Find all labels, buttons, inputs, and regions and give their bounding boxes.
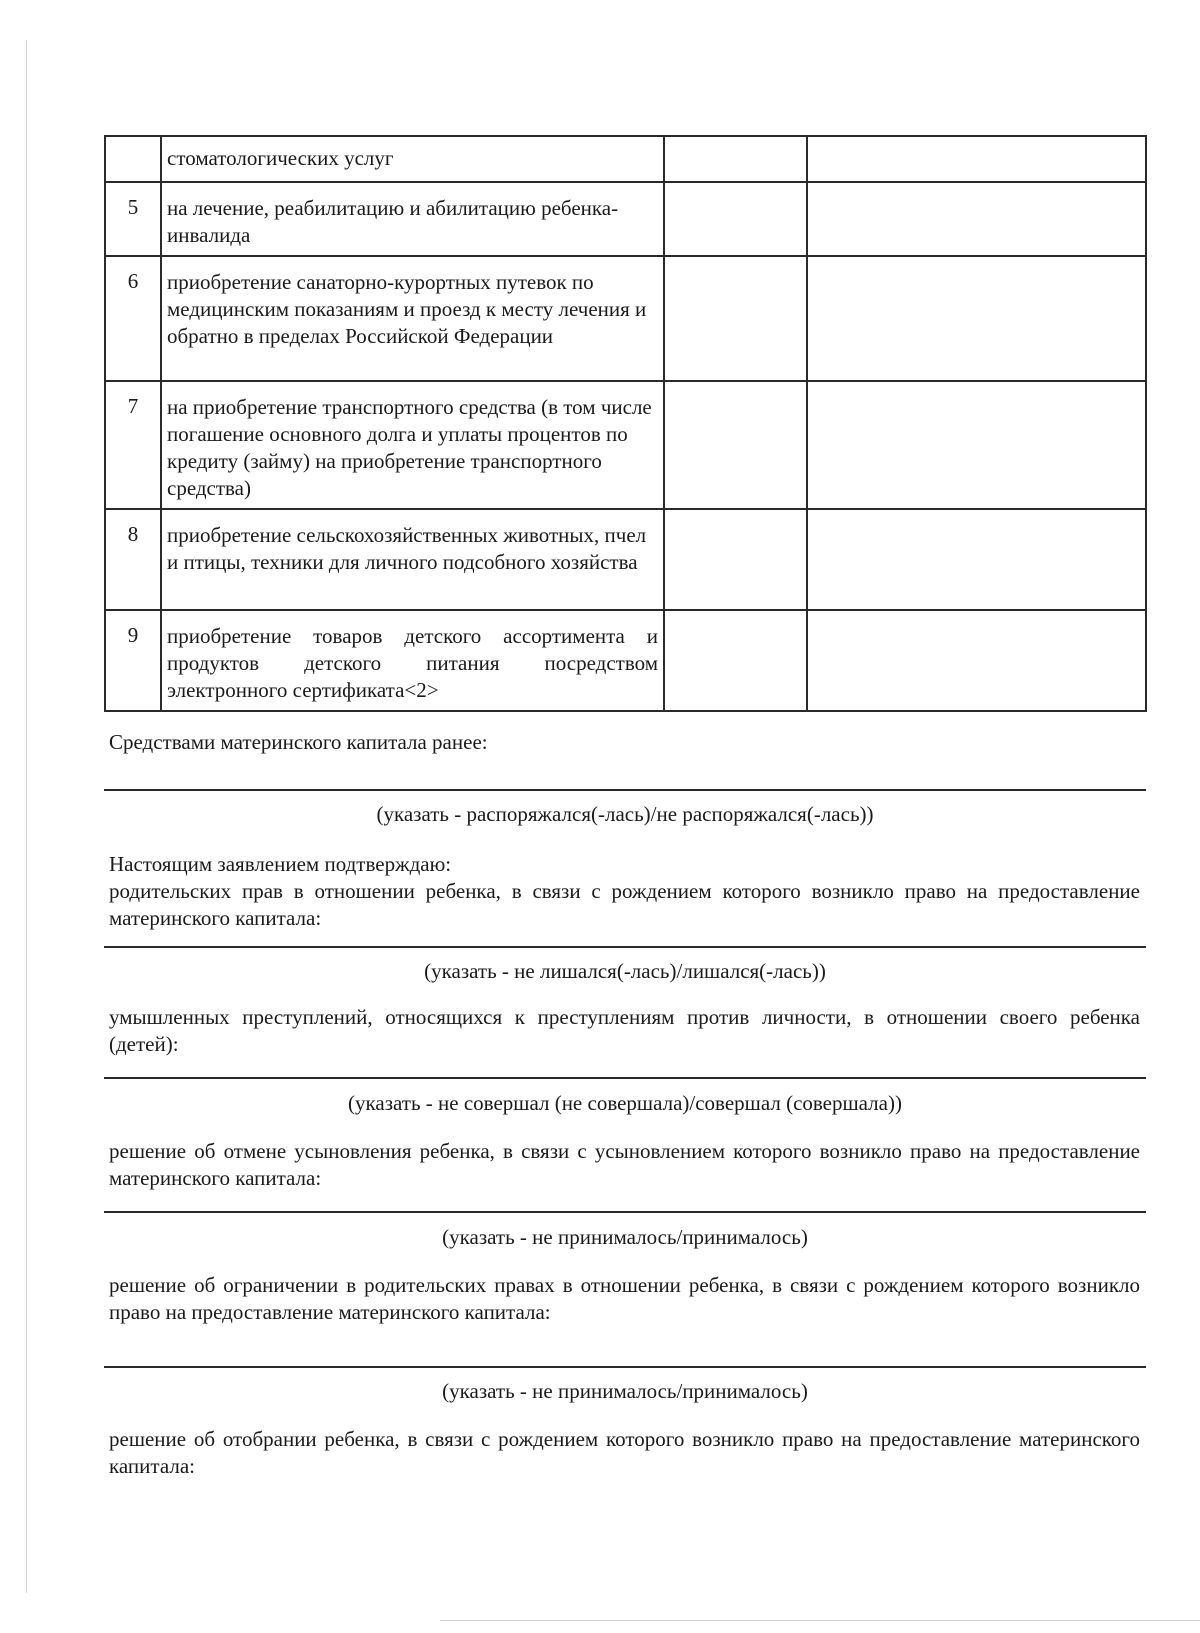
fill-in-line[interactable] (104, 946, 1146, 948)
row-cell-empty (664, 256, 807, 381)
adoption-hint: (указать - не принималось/принималось) (442, 1225, 808, 1249)
restriction-hint: (указать - не принималось/принималось) (442, 1379, 808, 1403)
crimes-text: умышленных преступлений, относящихся к преступлениям против личности, в отношении своего ребенка (детей): (109, 1005, 1140, 1056)
table-row (105, 256, 1146, 381)
scan-edge-left (26, 40, 27, 1593)
confirm-heading: Настоящим заявлением подтверждаю: (109, 852, 452, 876)
row-cell-empty (807, 256, 1146, 381)
row-number: 6 (105, 256, 161, 381)
adoption-text: решение об отмене усыновления ребенка, в связи с усыновлением которого возникло право на предоставление материнского капитала: (109, 1139, 1140, 1190)
row-cell-empty (664, 182, 807, 256)
table-row (105, 509, 1146, 610)
restriction-text: решение об ограничении в родительских правах в отношении ребенка, в связи с рождением которого возникло право на предоставление материнского капитала: (109, 1273, 1140, 1324)
row-number: 5 (105, 182, 161, 256)
row-cell-empty (807, 509, 1146, 610)
row-purpose-text: стоматологических услуг (161, 136, 664, 182)
row-purpose-text: приобретение санаторно-курортных путевок по медицинским показаниям и проезд к месту лечения и обратно в пределах Российской Федерации (161, 256, 664, 381)
row-cell-empty (664, 136, 807, 182)
scan-edge-bottom (440, 1620, 1200, 1621)
row-number: 9 (105, 610, 161, 711)
row-purpose-text: приобретение товаров детского ассортимента и продуктов детского питания посредством электронного сертификата<2> (161, 610, 664, 711)
table-row (105, 610, 1146, 711)
fill-in-line[interactable] (104, 1077, 1146, 1079)
row-cell-empty (664, 381, 807, 509)
fill-in-line[interactable] (104, 789, 1146, 791)
parental-rights-hint: (указать - не лишался(-лась)/лишался(-лась)) (424, 959, 826, 983)
row-purpose-text: на приобретение транспортного средства (в том числе погашение основного долга и уплаты процентов по кредиту (займу) на приобретение транспортного средства) (161, 381, 664, 509)
row-number: 7 (105, 381, 161, 509)
row-cell-empty (664, 610, 807, 711)
removal-text: решение об отобрании ребенка, в связи с рождением которого возникло право на предоставление материнского капитала: (109, 1427, 1140, 1478)
previous-use-label: Средствами материнского капитала ранее: (109, 730, 488, 754)
fill-in-line[interactable] (104, 1366, 1146, 1368)
row-cell-empty (807, 182, 1146, 256)
row-number (105, 136, 161, 182)
row-cell-empty (807, 381, 1146, 509)
row-purpose-text: на лечение, реабилитацию и абилитацию ребенка-инвалида (161, 182, 664, 256)
row-purpose-text: приобретение сельскохозяйственных животных, пчел и птицы, техники для личного подсобного хозяйства (161, 509, 664, 610)
previous-use-hint: (указать - распоряжался(-лась)/не распоряжался(-лась)) (376, 802, 874, 826)
table-row (105, 136, 1146, 182)
row-cell-empty (807, 610, 1146, 711)
row-number: 8 (105, 509, 161, 610)
fill-in-line[interactable] (104, 1211, 1146, 1213)
table-row (105, 182, 1146, 256)
table-row (105, 381, 1146, 509)
row-cell-empty (664, 509, 807, 610)
purposes-table (104, 135, 1147, 712)
row-cell-empty (807, 136, 1146, 182)
parental-rights-text: родительских прав в отношении ребенка, в связи с рождением которого возникло право на предоставление материнского капитала: (109, 879, 1140, 930)
crimes-hint: (указать - не совершал (не совершала)/совершал (совершала)) (348, 1091, 902, 1115)
